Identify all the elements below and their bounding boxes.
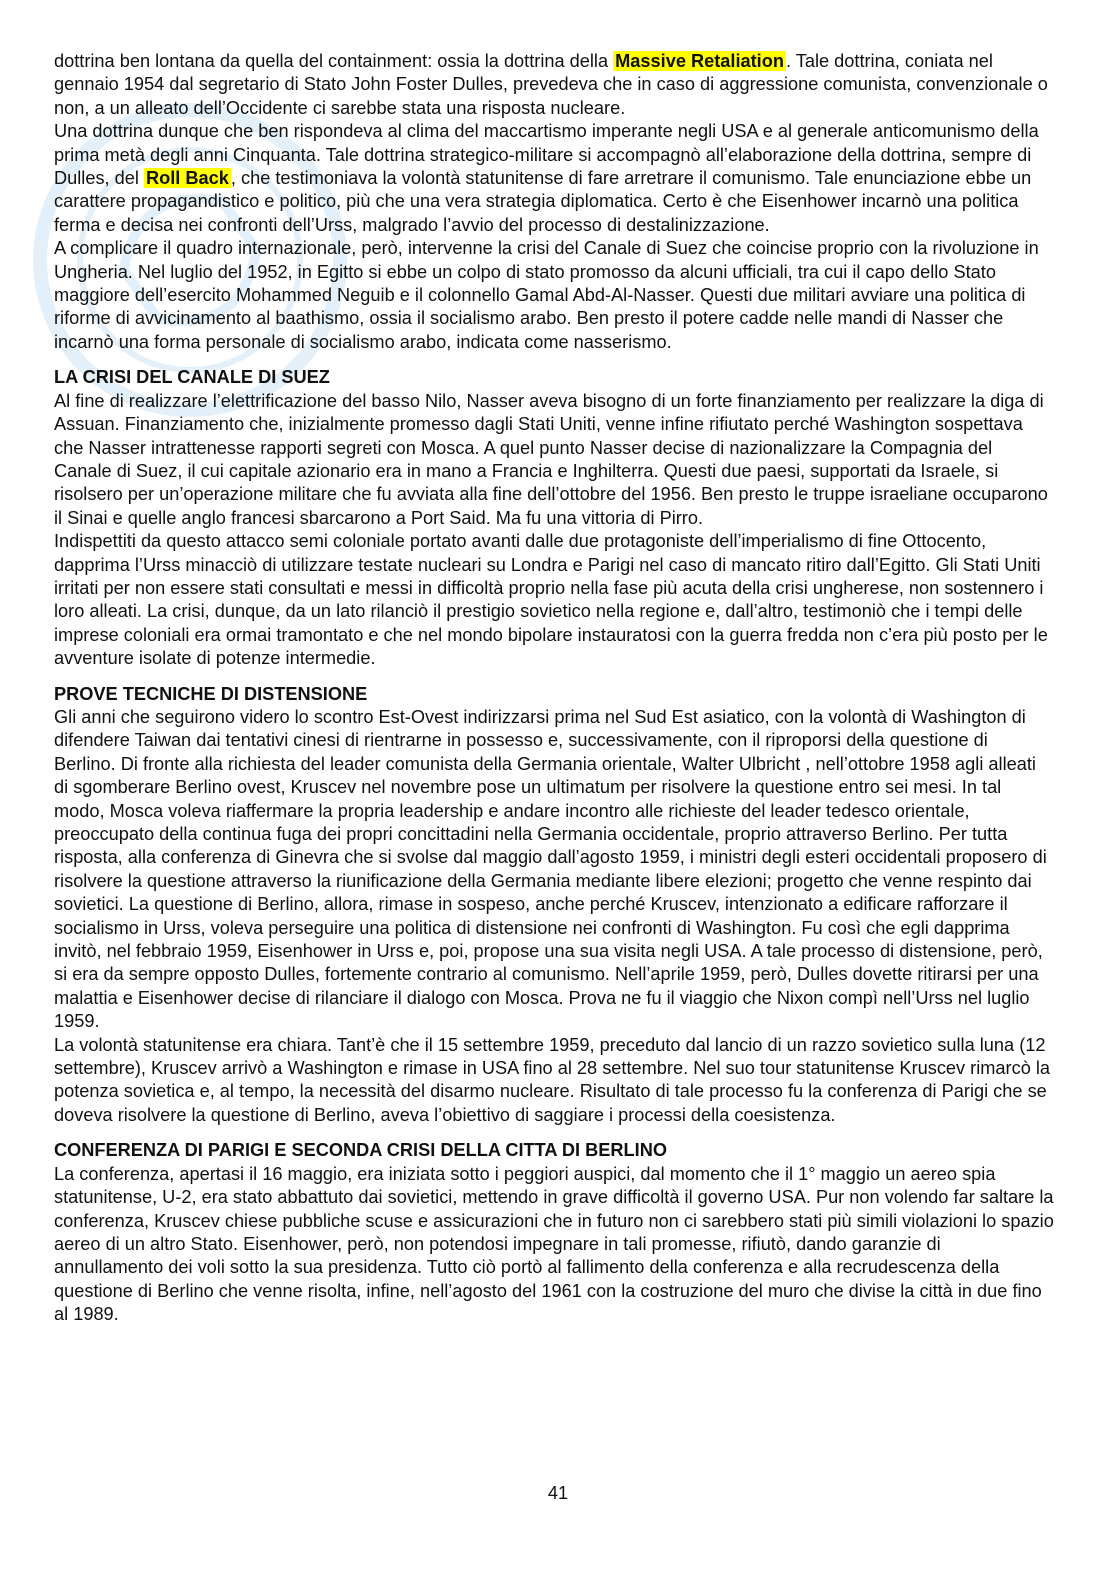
paragraph-massive-retaliation [54, 50, 1054, 120]
document-body [54, 50, 1054, 1327]
heading-distensione: PROVE TECNICHE DI DISTENSIONE [54, 683, 368, 704]
text-run: , che testimoniava la volontà statunitense di fare arretrare il comunismo. Tale enunciazione ebbe un carattere propagandistico e politico, più che una vera strategia diplomatica. Certo è che Eisenhower incarnò una politica ferma e decisa nei confronti dell’Urss, malgrado l’avvio del processo di destalinizzazione. [54, 168, 1032, 235]
paragraph-distensione-2: La volontà statunitense era chiara. Tant’è che il 15 settembre 1959, preceduto dal lancio di un razzo sovietico sulla luna (12 settembre), Kruscev arrivò a Washington e rimase in USA fino al 28 settembre. Nel suo tour statunitense Kruscev rimarcò la potenza sovietica e, al tempo, la necessità del disarmo nucleare. Risultato di tale processo fu la conferenza di Parigi che se doveva risolvere la questione di Berlino, aveva l’obiettivo di saggiare i processi della coesistenza. [54, 1034, 1051, 1125]
heading-suez-crisis: LA CRISI DEL CANALE DI SUEZ [54, 367, 330, 388]
paragraph-egypt-coup: A complicare il quadro internazionale, però, intervenne la crisi del Canale di Suez che coincise proprio con la rivoluzione in Ungheria. Nel luglio del 1952, in Egitto si ebbe un colpo di stato promosso da alcuni ufficiali, tra cui il capo dello Stato maggiore dell’esercito Mohammed Neguib e il colonnello Gamal Abd-Al-Nasser. Questi due militari avviare una politica di riforme di avvicinamento al baathismo, ossia il socialismo arabo. Ben presto il potere cadde nelle mandi di Nasser che incarnò una forma personale di socialismo arabo, indicata come nasserismo. [54, 238, 1039, 352]
paragraph-distensione-1: Gli anni che seguirono videro lo scontro Est-Ovest indirizzarsi prima nel Sud Est asiatico, con la volontà di Washington di difendere Taiwan dai tentativi cinesi di rientrarne in possesso e, successivamente, con il riproporsi della questione di Berlino. Di fronte alla richiesta del leader comunista della Germania orientale, Walter Ulbricht , nell’ottobre 1958 agli alleati di sgomberare Berlino ovest, Kruscev nel novembre pose un ultimatum per risolvere la questione entro sei mesi. In tal modo, Mosca voleva riaffermare la propria leadership e andare incontro alle richieste del leader tedesco orientale, preoccupato della continua fuga dei propri concittadini nella Germania occidentale, proprio attraverso Berlino. Per tutta risposta, alla conferenza di Ginevra che si svolse dal maggio dall’agosto 1959, i ministri degli esteri occidentali proposero di risolvere la questione attraverso la riunificazione della Germania mediante libere elezioni; progetto che venne respinto dai sovietici. La questione di Berlino, allora, rimase in sospeso, anche perché Kruscev, intenzionato a edificare rafforzare il socialismo in Urss, voleva perseguire una politica di distensione nei confronti di Washington. Fu così che egli dapprima invitò, nel febbraio 1959, Eisenhower in Urss e, poi, propose una sua visita negli USA. A tale processo di distensione, però, si era da sempre opposto Dulles, fortemente contrario al comunismo. Nell’aprile 1959, però, Dulles dovette ritirarsi per una malattia e Eisenhower decise di rilanciare il dialogo con Mosca. Prova ne fu il viaggio che Nixon compì nell’Urss nel luglio 1959. [54, 706, 1047, 1032]
text-run: Una dottrina dunque che ben rispondeva al clima del maccartismo imperante negli USA e al generale anticomunismo della prima metà degli anni Cinquanta. Tale dottrina strategico-militare si accompagnò all’elaborazione della dottrina, sempre di Dulles, del [54, 121, 1039, 189]
heading-parigi-berlino: CONFERENZA DI PARIGI E SECONDA CRISI DELLA CITTA DI BERLINO [54, 1140, 667, 1161]
paragraph-parigi: La conferenza, apertasi il 16 maggio, era iniziata sotto i peggiori auspici, dal momento che il 1° maggio un aereo spia statunitense, U-2, era stato abbattuto dai sovietici, mettendo in grave difficoltà il governo USA. Pur non volendo far saltare la conferenza, Kruscev chiese pubbliche scuse e assicurazioni che in futuro non ci sarebbero stati più simili violazioni lo spazio aereo di un altro Stato. Eisenhower, però, non potendosi impegnare in tali promesse, rifiutò, dando garanzie di annullamento dei voli sotto la sua presidenza. Tutto ciò portò al fallimento della conferenza e alla recrudescenza della questione di Berlino che venne risolta, infine, nell’agosto del 1961 con la costruzione del muro che divise la città in due fino al 1989. [54, 1163, 1054, 1325]
highlighted-term: Roll Back [145, 168, 229, 189]
text-run: dottrina ben lontana da quella del containment: ossia la dottrina della [54, 51, 614, 71]
page-number: 41 [547, 1483, 569, 1503]
paragraph-suez-1: Al fine di realizzare l’elettrificazione del basso Nilo, Nasser aveva bisogno di un forte finanziamento per realizzare la diga di Assuan. Finanziamento che, inizialmente promesso dagli Stati Uniti, venne infine rifiutato perché Washington sospettava che Nasser intrattenesse rapporti segreti con Mosca. A quel punto Nasser decise di nazionalizzare la Compagnia del Canale di Suez, il cui capitale azionario era in mano a Francia e Inghilterra. Questi due paesi, supportati da Israele, si risolsero per un’operazione militare che fu avviata alla fine dell’ottobre del 1956. Ben presto le truppe israeliane occuparono il Sinai e quelle anglo francesi sbarcarono a Port Said. Ma fu una vittoria di Pirro. [54, 390, 1048, 528]
text-run: . Tale dottrina, coniata nel gennaio 1954 dal segretario di Stato John Foster Dulles, prevedeva che in caso di aggressione comunista, convenzionale o non, a un alleato dell’Occidente ci sarebbe stata una risposta nucleare. [54, 51, 1048, 118]
paragraph-roll-back [54, 120, 1054, 237]
paragraph-suez-2: Indispettiti da questo attacco semi coloniale portato avanti dalle due protagoniste dell’imperialismo di fine Ottocento, dapprima l’Urss minacciò di utilizzare testate nucleari su Londra e Parigi nel caso di mancato ritiro dall’Egitto. Gli Stati Uniti irritati per non essere stati consultati e messi in difficoltà proprio nella fase più acuta della crisi ungherese, non sostennero i loro alleati. La crisi, dunque, da un lato rilanciò il prestigio sovietico nella regione e, dall’altro, testimoniò che i tempi delle imprese coloniali era ormai tramontato e che nel mondo bipolare instauratosi con la guerra fredda non c’era più posto per le avventure isolate di potenze intermedie. [54, 531, 1048, 669]
highlighted-term: Massive Retaliation [615, 51, 784, 71]
